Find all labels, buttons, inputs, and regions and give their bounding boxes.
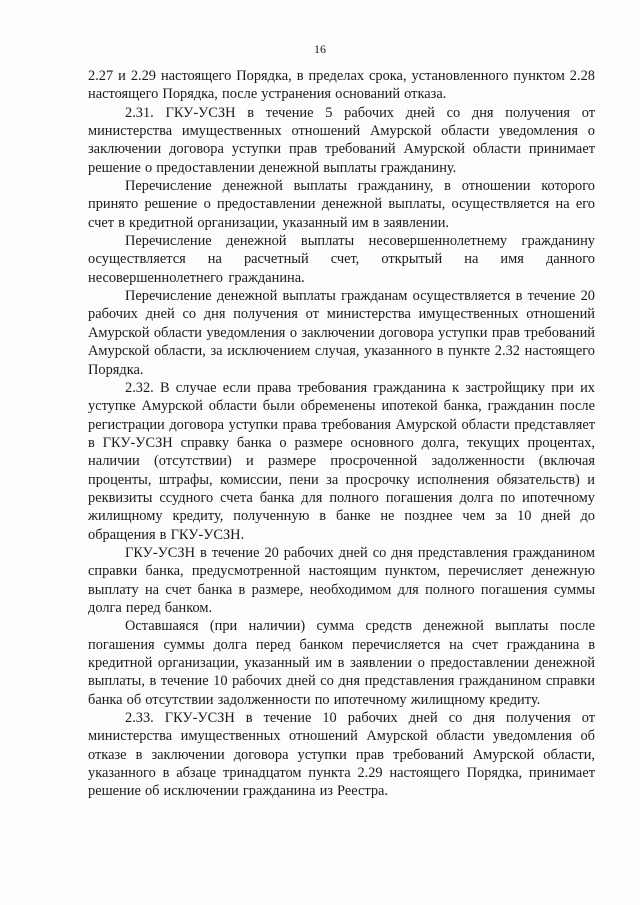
paragraph-continuation: 2.27 и 2.29 настоящего Порядка, в пределах срока, установленного пунктом 2.28 настоящего Порядка, после устранения оснований отказа. (88, 68, 595, 103)
paragraph-bank-transfer: ГКУ-УСЗН в течение 20 рабочих дней со дня представления гражданином справки банка, предусмотренной настоящим пунктом, перечисляет денежную выплату на счет банка в размере, необходимом для полного погашения суммы долга перед банком. (88, 544, 595, 616)
paragraph-2-33: 2.33. ГКУ-УСЗН в течение 10 рабочих дней со дня получения от министерства имущественных отношений Амурской области уведомления об отказе в заключении договора уступки прав требований Амурской области, указанного в абзаце тринадцатом пункта 2.29 настоящего Порядка, принимает решение об исключении гражданина из Реестра. (88, 710, 595, 800)
paragraph-payment-to-minor: Перечисление денежной выплаты несовершеннолетнему гражданину осуществляется на расчетный счет, открытый на имя данного несовершеннолетнего гражданина. (88, 233, 595, 286)
paragraph-payment-term: Перечисление денежной выплаты гражданам осуществляется в течение 20 рабочих дней со дня получения от министерства имущественных отношений Амурской области уведомления о заключении договора уступки прав требований Амурской области, за исключением случая, указанного в пункте 2.32 настоящего Порядка. (88, 288, 595, 378)
paragraph-2-31: 2.31. ГКУ-УСЗН в течение 5 рабочих дней со дня получения от министерства имущественных отношений Амурской области уведомления о заключении договора уступки прав требований Амурской области принимает решение о предоставлении денежной выплаты гражданину. (88, 104, 595, 176)
paragraph-payment-to-citizen: Перечисление денежной выплаты гражданину, в отношении которого принято решение о предоставлении денежной выплаты, осуществляется на его счет в кредитной организации, указанный им в заявлении. (88, 178, 595, 231)
paragraph-2-32: 2.32. В случае если права требования гражданина к застройщику при их уступке Амурской области были обременены ипотекой банка, гражданин после регистрации договора уступки права требования Амурской области представляет в ГКУ-УСЗН справку банка о размере основного долга, текущих процентах, наличии (отсутствии) и размере просроченной задолженности (включая проценты, штрафы, комиссии, пени за просрочку исполнения обязательств) и реквизиты ссудного счета банка для полного погашения долга по ипотечному жилищному кредиту, полученную в банке не позднее чем за 10 дней до обращения в ГКУ-УСЗН. (88, 379, 595, 543)
document-body (88, 67, 595, 801)
page-number: 16 (314, 42, 326, 56)
paragraph-remaining-sum: Оставшаяся (при наличии) сумма средств денежной выплаты после погашения суммы долга перед банком перечисляется на счет гражданина в кредитной организации, указанный им в заявлении о предоставлении денежной выплаты, в течение 10 рабочих дней со дня представления гражданином справки банка об отсутствии задолженности по ипотечному жилищному кредиту. (88, 618, 595, 708)
